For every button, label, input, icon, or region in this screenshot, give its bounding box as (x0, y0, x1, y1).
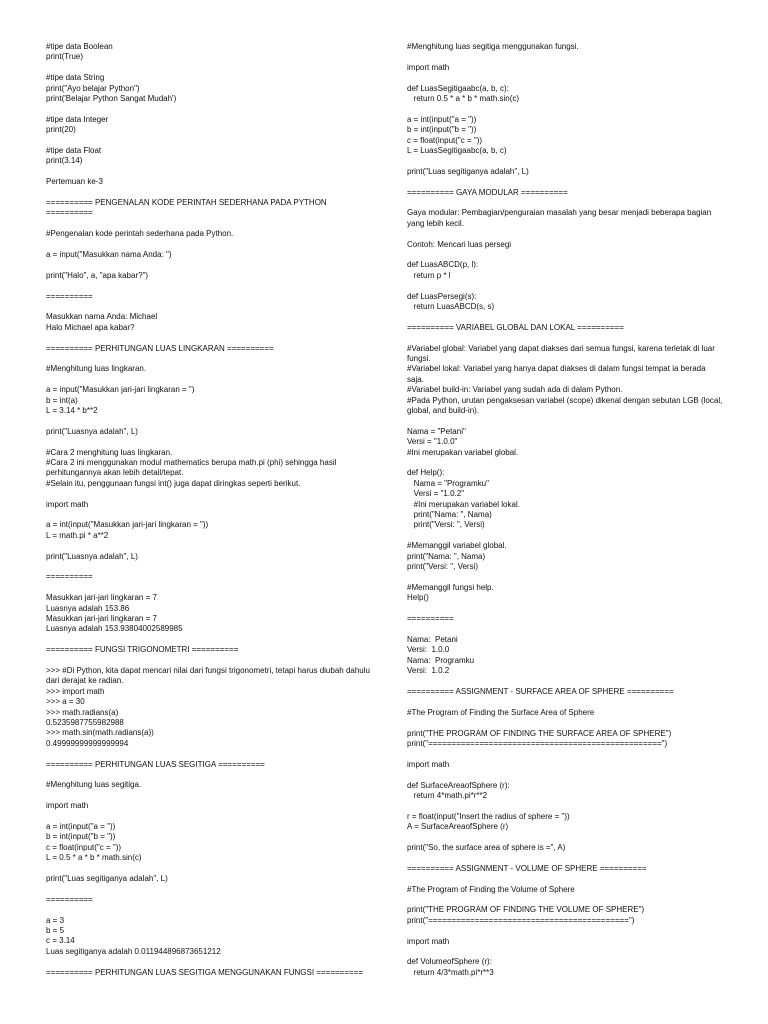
text-line: print(3.14) (46, 156, 83, 166)
text-line: print("Ayo belajar Python") (46, 83, 140, 93)
text-line: return 4/3*math.pi*r**3 (407, 967, 494, 977)
text-line: #Memanggil variabel global. (407, 541, 507, 551)
text-line: #The Program of Finding the Surface Area of Sphere (407, 707, 595, 717)
blank-line (46, 791, 372, 801)
text-line: print(20) (46, 125, 76, 135)
text-line: #Selain itu, penggunaan fungsi int() juga dapat diringkas seperti berikut. (46, 478, 301, 488)
text-line: def LuasABCD(p, l): (407, 260, 479, 270)
text-line: print("Luasnya adalah", L) (46, 551, 138, 561)
text-line: #Variabel build-in: Variabel yang sudah ada di dalam Python. (407, 385, 623, 395)
text-line: return LuasABCD(s, s) (407, 302, 495, 312)
text-line: #Menghitung luas lingkaran. (46, 364, 147, 374)
text-line: L = 0.5 * a * b * math.sin(c) (46, 853, 142, 863)
blank-line (407, 770, 723, 780)
blank-line (46, 635, 372, 645)
text-line: #tipe data Float (46, 146, 102, 156)
text-line: a = int(input("Masukkan jari-jari lingkaran = ")) (46, 520, 209, 530)
text-line: Luas segitiganya adalah 0.011944896873651212 (46, 946, 221, 956)
text-line: a = input("Masukkan nama Anda: ") (46, 250, 172, 260)
left-column (46, 42, 372, 978)
text-line: print("Luas segitiganya adalah", L) (46, 874, 168, 884)
section-divider: ========== GAYA MODULAR ========== (407, 187, 568, 197)
blank-line (46, 583, 372, 593)
text-line: #Cara 2 menghitung luas lingkaran. (46, 447, 173, 457)
text-line: >>> math.sin(math.radians(a)) (46, 728, 154, 738)
blank-line (46, 749, 372, 759)
section-divider: ========== PERHITUNGAN LUAS SEGITIGA ========== (46, 759, 265, 769)
text-line: import math (46, 499, 89, 509)
section-divider: ========== PERHITUNGAN LUAS SEGITIGA MENGGUNAKAN FUNGSI ========== (46, 967, 364, 977)
text-line: b = int(a) (46, 395, 78, 405)
section-divider: ========== (407, 614, 454, 624)
blank-line (407, 156, 723, 166)
text-line: Gaya modular: Pembagian/penguraian masalah yang besar menjadi beberapa bagian yang lebih kecil. (407, 208, 714, 228)
text-line: Luasnya adalah 153.86 (46, 603, 130, 613)
blank-line (46, 770, 372, 780)
blank-line (407, 531, 723, 541)
text-line: def VolumeofSphere (r): (407, 957, 492, 967)
text-line: a = int(input("a = ")) (46, 822, 116, 832)
text-line: b = int(input("b = ")) (46, 832, 116, 842)
blank-line (407, 604, 723, 614)
text-line: return p * l (407, 270, 451, 280)
text-line: print("So, the surface area of sphere is =", A) (407, 842, 566, 852)
blank-line (46, 219, 372, 229)
blank-line (46, 437, 372, 447)
section-divider: ========== ASSIGNMENT - VOLUME OF SPHERE ========== (407, 863, 647, 873)
blank-line (46, 812, 372, 822)
blank-line (46, 354, 372, 364)
text-line: Halo Michael apa kabar? (46, 322, 135, 332)
text-line: print("Nama: ", Nama) (407, 551, 486, 561)
text-line: a = input("Masukkan jari-jari lingkaran = ") (46, 385, 195, 395)
blank-line (46, 864, 372, 874)
blank-line (407, 625, 723, 635)
text-line: #Memanggil fungsi help. (407, 582, 494, 592)
text-line: 0.49999999999999994 (46, 738, 129, 748)
text-line: def SurfaceAreaofSphere (r): (407, 780, 510, 790)
blank-line (407, 198, 723, 208)
text-line: import math (407, 62, 450, 72)
text-line: Contoh: Mencari luas persegi (407, 239, 512, 249)
blank-line (407, 677, 723, 687)
text-line: print("Luasnya adalah", L) (46, 426, 138, 436)
text-line: Masukkan nama Anda: Michael (46, 312, 158, 322)
text-line: #Menghitung luas segitiga. (46, 780, 142, 790)
text-line: import math (407, 936, 450, 946)
text-line: L = math.pi * a**2 (46, 530, 109, 540)
text-line: def Help(): (407, 468, 445, 478)
blank-line (407, 874, 723, 884)
text-line: #tipe data String (46, 73, 105, 83)
text-line: #tipe data Boolean (46, 42, 113, 51)
blank-line (46, 656, 372, 666)
blank-line (46, 63, 372, 73)
text-line: Nama: Petani (407, 634, 458, 644)
text-line: 0.5235987755982988 (46, 718, 124, 728)
text-line: def LuasPersegi(s): (407, 291, 477, 301)
blank-line (46, 957, 372, 967)
text-line: Versi: 1.0.0 (407, 645, 450, 655)
text-line: c = float(input("c = ")) (407, 135, 483, 145)
blank-line (407, 926, 723, 936)
text-line: Nama: Programku (407, 655, 475, 665)
text-line: print("Versi: ", Versi) (407, 520, 485, 530)
text-line: print("Versi: ", Versi) (407, 562, 479, 572)
blank-line (407, 229, 723, 239)
text-line: return 4*math.pi*r**2 (407, 790, 488, 800)
text-line: Help() (407, 593, 429, 603)
blank-line (407, 458, 723, 468)
text-line: c = float(input("c = ")) (46, 842, 122, 852)
section-divider: ========== VARIABEL GLOBAL DAN LOKAL ========== (407, 322, 624, 332)
text-line: print("Luas segitiganya adalah", L) (407, 166, 529, 176)
section-divider: ========== PERHITUNGAN LUAS LINGKARAN ========== (46, 343, 274, 353)
text-line: a = int(input("a = ")) (407, 114, 477, 124)
text-line: print("THE PROGRAM OF FINDING THE VOLUME OF SPHERE") (407, 905, 645, 915)
section-divider: ========== (46, 894, 93, 904)
text-line: #Pada Python, urutan pengaksesan variabel (scope) dikenal dengan sebutan LGB (local, global, and build-in). (407, 395, 725, 416)
section-divider: ========== PENGENALAN KODE PERINTAH SEDERHANA PADA PYTHON ========== (46, 198, 329, 218)
text-line: print("===========================================") (407, 915, 635, 925)
section-divider: ========== (46, 291, 93, 301)
blank-line (407, 177, 723, 187)
blank-line (46, 489, 372, 499)
text-line: b = int(input("b = ")) (407, 125, 477, 135)
blank-line (407, 853, 723, 863)
text-line: >>> import math (46, 686, 105, 696)
text-line: Masukkan jari-jari lingkaran = 7 (46, 593, 157, 603)
blank-line (46, 260, 372, 270)
section-divider: ========== ASSIGNMENT - SURFACE AREA OF SPHERE ========== (407, 686, 674, 696)
text-line: #The Program of Finding the Volume of Sphere (407, 884, 575, 894)
blank-line (407, 250, 723, 260)
text-line: #Cara 2 ini menggunakan modul mathematics berupa math.pi (phi) sehingga hasil perhitungannya akan lebih detail/tepat. (46, 458, 339, 478)
blank-line (407, 697, 723, 707)
text-line: >>> a = 30 (46, 697, 85, 707)
text-line: Versi = "1.0.0" (407, 437, 458, 447)
blank-line (407, 312, 723, 322)
text-line: Masukkan jari-jari lingkaran = 7 (46, 614, 157, 624)
blank-line (46, 905, 372, 915)
text-line: b = 5 (46, 926, 65, 936)
blank-line (46, 281, 372, 291)
blank-line (46, 416, 372, 426)
blank-line (407, 833, 723, 843)
text-line: #Variabel global: Variabel yang dapat diakses dari semua fungsi, karena terletak di luar fungsi. (407, 343, 718, 364)
blank-line (407, 73, 723, 83)
blank-line (46, 167, 372, 177)
blank-line (407, 749, 723, 759)
text-line: A = SurfaceAreaofSphere (r) (407, 822, 509, 832)
text-line: Versi = "1.0.2" (407, 489, 465, 499)
text-line: print("Nama: ", Nama) (407, 510, 492, 520)
blank-line (46, 136, 372, 146)
blank-line (407, 801, 723, 811)
blank-line (46, 541, 372, 551)
section-divider: ========== FUNGSI TRIGONOMETRI ========== (46, 645, 239, 655)
text-line: Nama = "Petani" (407, 426, 466, 436)
text-line: r = float(input("Insert the radius of sphere = ")) (407, 811, 570, 821)
text-line: #Pengenalan kode perintah sederhana pada Python. (46, 229, 234, 239)
blank-line (46, 240, 372, 250)
blank-line (407, 718, 723, 728)
text-line: import math (407, 759, 450, 769)
blank-line (407, 333, 723, 343)
text-line: #tipe data Integer (46, 114, 109, 124)
blank-line (407, 895, 723, 905)
text-line: Nama = "Programku" (407, 478, 489, 488)
section-divider: ========== (46, 572, 93, 582)
blank-line (46, 104, 372, 114)
text-line: Pertemuan ke-3 (46, 177, 103, 187)
blank-line (46, 302, 372, 312)
text-line: Versi: 1.0.2 (407, 666, 450, 676)
blank-line (407, 52, 723, 62)
text-line: Luasnya adalah 153.93804002589985 (46, 624, 183, 634)
text-line: import math (46, 801, 89, 811)
text-line: print('Belajar Python Sangat Mudah') (46, 94, 177, 104)
blank-line (46, 375, 372, 385)
blank-line (407, 281, 723, 291)
blank-line (46, 333, 372, 343)
text-line: print("THE PROGRAM OF FINDING THE SURFACE AREA OF SPHERE") (407, 728, 672, 738)
blank-line (46, 884, 372, 894)
text-line: #Ini merupakan variabel lokal. (407, 499, 520, 509)
text-line: >>> #Di Python, kita dapat mencari nilai dari fungsi trigonometri, tetapi harus diubah dahulu dari derajat ke radian. (46, 666, 373, 686)
text-line: a = 3 (46, 915, 65, 925)
text-line: #Ini merupakan variabel global. (407, 447, 519, 457)
text-line: L = 3.14 * b**2 (46, 406, 98, 416)
blank-line (407, 416, 723, 426)
text-line: def LuasSegitigaabc(a, b, c): (407, 83, 509, 93)
blank-line (46, 510, 372, 520)
text-line: #Menghitung luas segitiga menggunakan fungsi. (407, 42, 579, 51)
text-line: c = 3.14 (46, 936, 75, 946)
blank-line (407, 573, 723, 583)
text-line: >>> math.radians(a) (46, 707, 119, 717)
blank-line (407, 104, 723, 114)
text-line: print("Halo", a, "apa kabar?") (46, 270, 149, 280)
text-line: return 0.5 * a * b * math.sin(c) (407, 94, 520, 103)
text-line: L = LuasSegitigaabc(a, b, c) (407, 146, 507, 156)
text-line: print(True) (46, 52, 84, 62)
blank-line (407, 947, 723, 957)
blank-line (46, 188, 372, 198)
text-line: #Variabel lokal: Variabel yang hanya dapat diakses di dalam fungsi tempat ia berada saja. (407, 364, 708, 384)
blank-line (46, 562, 372, 572)
right-column (407, 42, 723, 978)
text-line: print("==================================================") (407, 738, 668, 748)
